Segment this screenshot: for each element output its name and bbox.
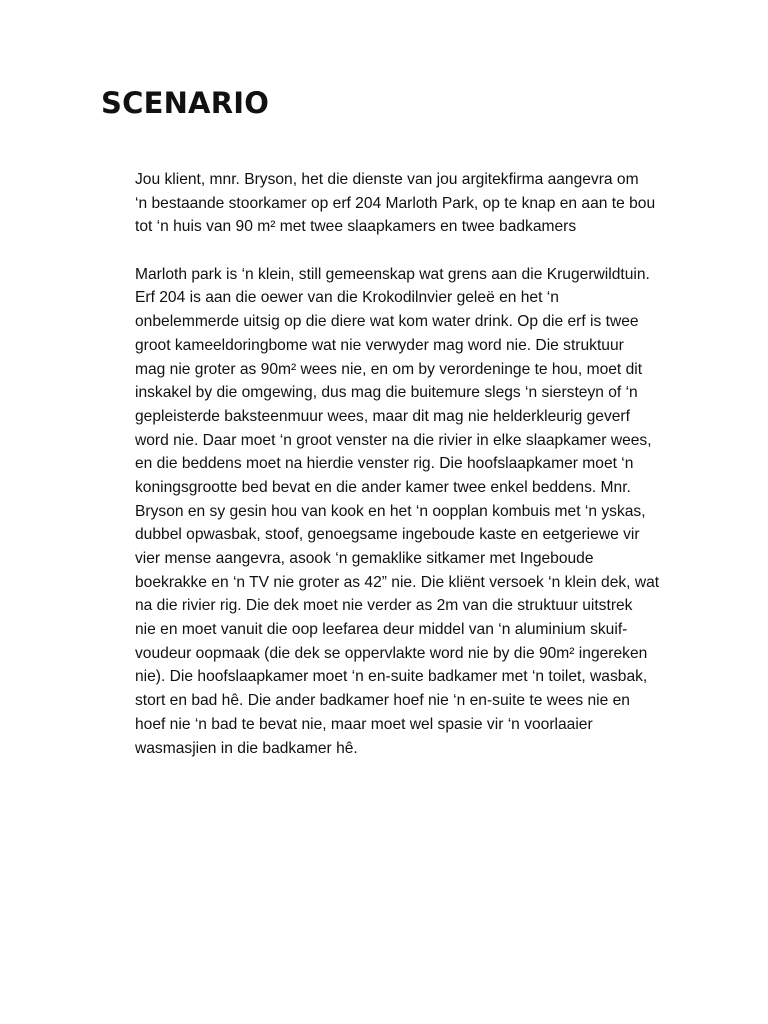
text-line: mag nie groter as 90m² wees nie, en om by verordeninge te hou, moet dit — [135, 360, 643, 378]
paragraph-description — [135, 263, 680, 760]
text-line: ‘n bestaande stoorkamer op erf 204 Marloth Park, op te knap en aan te bou — [135, 194, 656, 212]
text-line: koningsgrootte bed bevat en die ander kamer twee enkel beddens. Mnr. — [135, 478, 631, 496]
text-line: Erf 204 is aan die oewer van die Krokodilnvier geleë en het ‘n — [135, 289, 559, 307]
text-line: Jou klient, mnr. Bryson, het die dienste van jou argitekfirma aangevra om — [135, 171, 639, 188]
text-line: en die beddens moet na hierdie venster rig. Die hoofslaapkamer moet ‘n — [135, 455, 634, 473]
text-line: word nie. Daar moet ‘n groot venster na die rivier in elke slaapkamer wees, — [135, 431, 652, 449]
text-line: nie en moet vanuit die oop leefarea deur middel van ‘n aluminium skuif- — [135, 621, 628, 639]
text-line: nie). Die hoofslaapkamer moet ‘n en-suite badkamer met ‘n toilet, wasbak, — [135, 668, 648, 686]
text-line: dubbel opwasbak, stoof, genoegsame ingeboude kaste en eetgeriewe vir — [135, 526, 640, 544]
text-line: groot kameeldoringbome wat nie verwyder mag word nie. Die struktuur — [135, 336, 624, 354]
text-line: vier mense aangevra, asook ‘n gemaklike sitkamer met Ingeboude — [135, 550, 594, 567]
text-line: tot ‘n huis van 90 m² met twee slaapkamers en twee badkamers — [135, 218, 577, 236]
page-title: SCENARIO — [101, 86, 270, 120]
text-line: boekrakke en ‘n TV nie groter as 42” nie. Die kliënt versoek ‘n klein dek, wat — [135, 573, 660, 591]
text-line: gepleisterde baksteenmuur wees, maar dit mag nie helderkleurig geverf — [135, 407, 630, 425]
text-line: wasmasjien in die badkamer hê. — [135, 739, 358, 757]
text-line: onbelemmerde uitsig op die diere wat kom water drink. Op die erf is twee — [135, 313, 639, 331]
text-line: stort en bad hê. Die ander badkamer hoef nie ‘n en-suite te wees nie en — [135, 692, 630, 710]
text-line: voudeur oopmaak (die dek se oppervlakte word nie by die 90m² ingereken — [135, 644, 648, 662]
document-body — [135, 168, 680, 760]
paragraph-intro — [135, 168, 680, 239]
text-line: inskakel by die omgewing, dus mag die buitemure slegs ‘n siersteyn of ‘n — [135, 384, 638, 402]
text-line: Bryson en sy gesin hou van kook en het ‘n oopplan kombuis met ‘n yskas, — [135, 502, 646, 520]
text-line: na die rivier rig. Die dek moet nie verder as 2m van die struktuur uitstrek — [135, 597, 633, 615]
text-line: hoef nie ‘n bad te bevat nie, maar moet wel spasie vir ‘n voorlaaier — [135, 715, 593, 733]
text-line: Marloth park is ‘n klein, still gemeenskap wat grens aan die Krugerwildtuin. — [135, 265, 650, 283]
